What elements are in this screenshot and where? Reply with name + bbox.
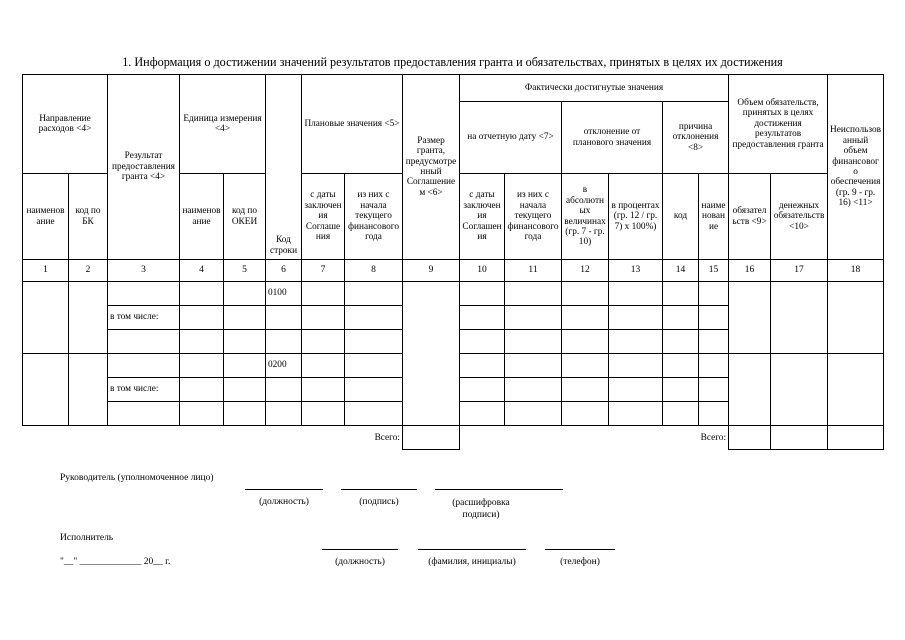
cell-result[interactable]	[108, 402, 180, 426]
cell-dev-abs[interactable]	[562, 402, 609, 426]
page-title: 1. Информация о достижении значений результатов предоставления гранта и обязательствах, принятых в целях их достижения	[122, 55, 783, 69]
cell-obl-oblig[interactable]	[729, 282, 771, 354]
column-number: 6	[266, 260, 302, 282]
cell-dev-abs[interactable]	[562, 306, 609, 330]
column-number: 17	[771, 260, 828, 282]
column-number: 16	[729, 260, 771, 282]
report-table	[22, 74, 884, 450]
executor-label: Исполнитель	[60, 533, 114, 543]
table-row	[23, 282, 884, 306]
cell-act-1[interactable]	[460, 378, 505, 402]
cell-plan-2[interactable]	[345, 306, 403, 330]
cell-dev-pct[interactable]	[609, 282, 663, 306]
header-reporting-date: на отчетную дату <7>	[460, 102, 562, 174]
cell-reason-code[interactable]	[663, 282, 699, 306]
column-number: 3	[108, 260, 180, 282]
header-dev-pct: в процентах (гр. 12 / гр. 7) x 100%)	[609, 174, 663, 260]
cell-act-1[interactable]	[460, 330, 505, 354]
header-deviation: отклонение от планового значения	[562, 102, 663, 174]
column-number: 7	[302, 260, 345, 282]
header-obl-oblig: обязательств <9>	[729, 174, 771, 260]
executor-position-caption: (должность)	[335, 557, 385, 567]
column-numbers-row	[23, 260, 884, 282]
cell-plan-1[interactable]	[302, 402, 345, 426]
cell-reason-code[interactable]	[663, 354, 699, 378]
date-field[interactable]: "__" _____________ 20__ г.	[60, 557, 171, 567]
header-direction: Направление расходов <4>	[23, 75, 108, 174]
cell-total-money[interactable]	[771, 426, 828, 450]
cell-act-1[interactable]	[460, 282, 505, 306]
head-position-caption: (должность)	[259, 497, 309, 507]
cell-result[interactable]	[108, 354, 180, 378]
head-decoding-line[interactable]	[435, 489, 563, 490]
header-unused: Неиспользованный объем финансового обеспечения (гр. 9 - гр. 16) <11>	[828, 75, 884, 260]
cell-reason-code[interactable]	[663, 330, 699, 354]
column-number: 11	[505, 260, 562, 282]
cell-act-1[interactable]	[460, 306, 505, 330]
header-plan-from-agreement: с даты заключения Соглашения	[302, 174, 345, 260]
cell-act-2[interactable]	[505, 378, 562, 402]
header-act-from-agreement: с даты заключения Соглашения	[460, 174, 505, 260]
cell-reason-name[interactable]	[699, 282, 729, 306]
cell-line-code[interactable]	[266, 378, 302, 402]
cell-unit-okei[interactable]	[224, 306, 266, 330]
cell-plan-2[interactable]	[345, 330, 403, 354]
cell-plan-2[interactable]	[345, 378, 403, 402]
cell-dev-abs[interactable]	[562, 378, 609, 402]
cell-unused[interactable]	[828, 354, 884, 426]
cell-dev-abs[interactable]	[562, 282, 609, 306]
cell-act-2[interactable]	[505, 354, 562, 378]
cell-obl-oblig[interactable]	[729, 354, 771, 426]
column-number: 8	[345, 260, 403, 282]
header-plan-from-year: из них с начала текущего финансового года	[345, 174, 403, 260]
header-act-from-year: из них с начала текущего финансового года	[505, 174, 562, 260]
cell-dir-name[interactable]	[23, 354, 69, 426]
cell-reason-code[interactable]	[663, 306, 699, 330]
header-obl-money: денежных обязательств <10>	[771, 174, 828, 260]
header-dir-bk: код по БК	[69, 174, 108, 260]
cell-unit-okei[interactable]	[224, 354, 266, 378]
head-decoding-caption: (расшифровка подписи)	[452, 498, 510, 521]
cell-act-2[interactable]	[505, 306, 562, 330]
cell-grant-size[interactable]	[403, 282, 460, 426]
cell-reason-name[interactable]	[699, 402, 729, 426]
cell-line-code: 0200	[266, 354, 302, 378]
cell-dir-bk[interactable]	[69, 354, 108, 426]
cell-act-2[interactable]	[505, 282, 562, 306]
header-result: Результат предоставления гранта <4>	[108, 75, 180, 260]
header-obligations: Объем обязательств, принятых в целях достижения результатов предоставления гранта	[729, 75, 828, 174]
cell-dev-abs[interactable]	[562, 354, 609, 378]
header-line-code: Код строки	[266, 75, 302, 260]
cell-plan-2[interactable]	[345, 282, 403, 306]
header-reason-name: наименование	[699, 174, 729, 260]
cell-unit-name[interactable]	[180, 354, 224, 378]
cell-reason-code[interactable]	[663, 378, 699, 402]
head-position-line[interactable]	[245, 489, 323, 490]
cell-line-code[interactable]	[266, 306, 302, 330]
cell-reason-name[interactable]	[699, 354, 729, 378]
cell-result[interactable]	[108, 282, 180, 306]
cell-reason-name[interactable]	[699, 306, 729, 330]
cell-unit-name[interactable]	[180, 282, 224, 306]
executor-phone-line[interactable]	[545, 549, 615, 550]
cell-result[interactable]	[108, 330, 180, 354]
cell-plan-1[interactable]	[302, 354, 345, 378]
column-number: 1	[23, 260, 69, 282]
executor-name-caption: (фамилия, инициалы)	[428, 557, 516, 567]
cell-plan-1[interactable]	[302, 330, 345, 354]
column-number: 14	[663, 260, 699, 282]
column-number: 2	[69, 260, 108, 282]
cell-unit-okei[interactable]	[224, 282, 266, 306]
header-unit: Единица измерения <4>	[180, 75, 266, 174]
column-number: 15	[699, 260, 729, 282]
cell-plan-1[interactable]	[302, 306, 345, 330]
cell-obl-money[interactable]	[771, 282, 828, 354]
header-actual: Фактически достигнутые значения	[460, 75, 729, 102]
cell-reason-code[interactable]	[663, 402, 699, 426]
cell-total-oblig[interactable]	[729, 426, 771, 450]
header-unit-name: наименование	[180, 174, 224, 260]
header-reason: причина отклонения <8>	[663, 102, 729, 174]
cell-dev-pct[interactable]	[609, 306, 663, 330]
cell-plan-2[interactable]	[345, 402, 403, 426]
cell-including-label: в том числе:	[108, 306, 180, 330]
cell-dev-pct[interactable]	[609, 354, 663, 378]
cell-unit-name[interactable]	[180, 402, 224, 426]
cell-dir-bk[interactable]	[69, 282, 108, 354]
executor-name-line[interactable]	[418, 549, 526, 550]
column-number: 4	[180, 260, 224, 282]
cell-line-code[interactable]	[266, 402, 302, 426]
header-grant-size: Размер гранта, предусмотренный Соглашением <6>	[403, 75, 460, 260]
cell-unit-name[interactable]	[180, 378, 224, 402]
cell-dev-pct[interactable]	[609, 378, 663, 402]
cell-dir-name[interactable]	[23, 282, 69, 354]
total-label-left: Всего:	[374, 432, 400, 443]
column-number: 5	[224, 260, 266, 282]
total-row	[23, 426, 884, 450]
cell-dev-abs[interactable]	[562, 330, 609, 354]
header-planned: Плановые значения <5>	[302, 75, 403, 174]
cell-act-2[interactable]	[505, 402, 562, 426]
column-number: 12	[562, 260, 609, 282]
head-signature-caption: (подпись)	[359, 497, 399, 507]
column-number: 13	[609, 260, 663, 282]
total-label-right: Всего:	[700, 432, 727, 443]
cell-reason-name[interactable]	[699, 378, 729, 402]
cell-unit-name[interactable]	[180, 330, 224, 354]
cell-reason-name[interactable]	[699, 330, 729, 354]
cell-dev-pct[interactable]	[609, 402, 663, 426]
cell-plan-2[interactable]	[345, 354, 403, 378]
executor-phone-caption: (телефон)	[560, 557, 600, 567]
cell-unused[interactable]	[828, 282, 884, 354]
cell-dev-pct[interactable]	[609, 330, 663, 354]
column-number: 18	[828, 260, 884, 282]
cell-total-unused[interactable]	[828, 426, 884, 450]
cell-act-1[interactable]	[460, 354, 505, 378]
cell-line-code: 0100	[266, 282, 302, 306]
header-dev-abs: в абсолютных величинах (гр. 7 - гр. 10)	[562, 174, 609, 260]
head-label: Руководитель (уполномоченное лицо)	[60, 473, 214, 483]
header-dir-name: наименование	[23, 174, 69, 260]
executor-position-line[interactable]	[322, 549, 398, 550]
column-number: 10	[460, 260, 505, 282]
cell-act-1[interactable]	[460, 402, 505, 426]
header-reason-code: код	[663, 174, 699, 260]
cell-act-2[interactable]	[505, 330, 562, 354]
cell-including-label: в том числе:	[108, 378, 180, 402]
cell-line-code[interactable]	[266, 330, 302, 354]
cell-unit-name[interactable]	[180, 306, 224, 330]
cell-unit-okei[interactable]	[224, 402, 266, 426]
cell-plan-1[interactable]	[302, 282, 345, 306]
cell-total-grant[interactable]	[403, 426, 460, 450]
cell-plan-1[interactable]	[302, 378, 345, 402]
column-number: 9	[403, 260, 460, 282]
cell-unit-okei[interactable]	[224, 330, 266, 354]
header-unit-okei: код по ОКЕИ	[224, 174, 266, 260]
cell-unit-okei[interactable]	[224, 378, 266, 402]
cell-obl-money[interactable]	[771, 354, 828, 426]
head-signature-line[interactable]	[341, 489, 417, 490]
